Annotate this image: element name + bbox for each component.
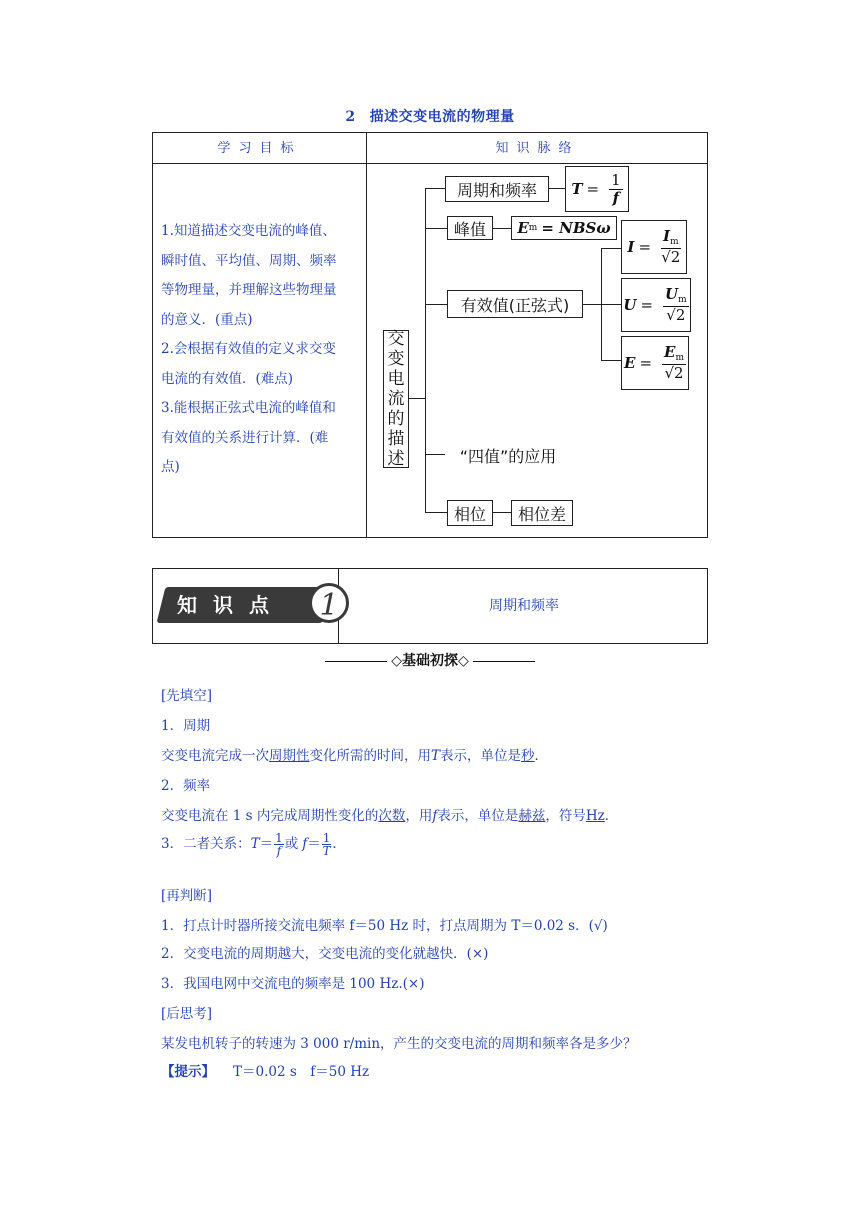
formula-fraction — [663, 287, 689, 323]
text: ． — [604, 808, 619, 824]
relation-line — [161, 832, 346, 857]
current-formula-box — [621, 220, 687, 274]
hint-label: 【提示】 — [161, 1064, 215, 1080]
formula-sub: m — [678, 295, 687, 305]
connector — [601, 304, 623, 305]
phase-diff-box: 相位差 — [511, 500, 573, 526]
answer-blank: 次数 — [378, 808, 406, 824]
connector — [425, 188, 426, 512]
goals-table — [152, 132, 708, 538]
text: ． — [534, 748, 549, 764]
goal-line: 电流的有效值．(难点) — [161, 370, 294, 387]
map-root-box — [383, 330, 409, 468]
period-formula-box — [565, 166, 629, 212]
fraction-num-var: E — [664, 343, 676, 361]
section-title: ◇基础初探◇ — [391, 653, 469, 669]
root-char: 变 — [387, 349, 405, 369]
formula-fraction — [609, 170, 623, 207]
period-definition — [161, 744, 548, 764]
hint-line — [161, 1060, 369, 1080]
goal-line: 点) — [161, 459, 180, 475]
fraction-den: √2 — [666, 306, 686, 324]
formula-sub: m — [675, 353, 684, 363]
formula-lhs: T — [571, 180, 583, 198]
knowledge-point-topic: 周期和频率 — [489, 598, 559, 614]
four-values-label: “四值”的应用 — [445, 442, 571, 468]
goal-line: 2.会根据有效值的定义求交变 — [161, 341, 336, 357]
fraction-den: f — [612, 188, 620, 207]
badge-label: 知识点 — [177, 593, 285, 617]
root-char: 述 — [387, 449, 405, 469]
badge-number: 1 — [309, 583, 349, 623]
text: 交变电流在 1 s 内完成周期性变化的 — [161, 808, 379, 824]
formula-lhs: E — [517, 219, 529, 237]
text: ＝ — [259, 836, 274, 852]
answer-blank: 秒 — [521, 748, 535, 764]
text: 变化所需的时间，用 — [309, 748, 431, 764]
think-question: 某发电机转子的转速为 3 000 r/min，产生的交变电流的周期和频率各是多少？ — [161, 1036, 637, 1052]
goals-list — [161, 217, 361, 483]
peak-box: 峰值 — [447, 216, 493, 240]
fraction-den: √2 — [664, 364, 684, 382]
text: 或 — [284, 836, 299, 852]
map-header: 知识脉络 — [495, 141, 580, 156]
text: 交变电流完成一次 — [161, 748, 269, 764]
root-char: 的 — [387, 409, 405, 429]
connector — [409, 398, 425, 399]
fraction-den: T — [322, 844, 331, 858]
fraction — [322, 832, 332, 857]
emf-formula-box — [621, 336, 689, 390]
fraction-num-var: I — [663, 227, 671, 245]
text: ，用 — [405, 808, 433, 824]
period-box: 周期和频率 — [445, 176, 549, 202]
fraction-den: √2 — [661, 248, 681, 266]
period-heading: 1．周期 — [161, 718, 211, 734]
formula-lhs: U — [623, 296, 637, 314]
goal-line: 有效值的关系进行计算．(难 — [161, 429, 329, 446]
fraction-num — [661, 229, 681, 249]
goal-line: 3.能根据正弦式电流的峰值和 — [161, 400, 336, 416]
frequency-heading: 2．频率 — [161, 778, 211, 794]
phase-box: 相位 — [447, 500, 493, 526]
knowledge-point-header — [152, 568, 708, 644]
root-char: 流 — [387, 389, 405, 409]
root-char: 交 — [387, 329, 405, 349]
fraction-num: 1 — [322, 831, 331, 845]
formula-eq: = — [639, 354, 653, 372]
goal-line: 1.知道描述交变电流的峰值、 — [161, 223, 336, 239]
answer-blank: Hz — [585, 808, 605, 824]
goal-line: 的意义．(重点) — [161, 311, 253, 328]
hint-text: T＝0.02 s f＝50 Hz — [233, 1064, 370, 1080]
fraction-den: f — [276, 844, 282, 858]
var: T — [431, 748, 441, 764]
section-header — [0, 650, 860, 670]
fill-blank-heading: [先填空] — [161, 688, 213, 704]
frequency-definition — [161, 804, 618, 824]
formula-eq: = — [586, 180, 600, 198]
judge-item: 3．我国电网中交流电的频率是 100 Hz.(×) — [161, 976, 425, 992]
formula-fraction — [661, 229, 681, 265]
text: 表示，单位是 — [437, 808, 519, 824]
root-char: 电 — [387, 369, 405, 389]
section-rule-left — [325, 661, 387, 662]
fraction-num — [662, 345, 686, 365]
fraction — [274, 832, 284, 857]
answer-blank: 周期性 — [269, 748, 310, 764]
title-number: 2 — [345, 109, 356, 125]
formula-rhs: = NBSω — [541, 219, 611, 237]
peak-formula-box — [511, 216, 617, 240]
voltage-formula-box — [621, 278, 691, 332]
formula-eq: = — [638, 238, 652, 256]
page-title — [0, 106, 860, 126]
fraction-num: 1 — [275, 831, 283, 845]
goal-line: 瞬时值、平均值、周期、频率 — [161, 252, 337, 269]
section-rule-right — [473, 661, 535, 662]
knowledge-map — [367, 164, 708, 538]
formula-sub: m — [528, 223, 538, 233]
text: 3．二者关系： — [161, 836, 251, 852]
judge-heading: [再判断] — [161, 888, 213, 904]
formula-sub: m — [670, 237, 679, 247]
knowledge-point-badge — [153, 569, 339, 644]
var: f — [302, 836, 308, 852]
text: ，符号 — [545, 808, 586, 824]
var: f — [432, 808, 438, 824]
formula-lhs: E — [624, 354, 636, 372]
root-char: 描 — [387, 429, 405, 449]
text: 表示，单位是 — [440, 748, 522, 764]
var: T — [250, 836, 260, 852]
goal-line: 等物理量，并理解这些物理量 — [161, 282, 337, 298]
think-heading: [后思考] — [161, 1006, 213, 1022]
fraction-num: 1 — [611, 170, 621, 189]
goals-header: 学习目标 — [217, 141, 302, 156]
connector — [601, 248, 623, 249]
text: ＝ — [307, 836, 321, 852]
judge-item: 1．打点计时器所接交流电频率 f＝50 Hz 时，打点周期为 T＝0.02 s．(√) — [161, 918, 608, 934]
answer-blank: 赫兹 — [518, 808, 546, 824]
formula-lhs: I — [627, 238, 635, 256]
connector — [425, 454, 445, 455]
title-text: 描述交变电流的物理量 — [369, 109, 515, 125]
formula-fraction — [662, 345, 686, 381]
judge-item: 2．交变电流的周期越大，交变电流的变化就越快．(×) — [161, 946, 489, 962]
text: ． — [332, 836, 346, 852]
formula-eq: = — [640, 296, 654, 314]
fraction-num-var: U — [665, 285, 679, 303]
connector — [601, 360, 623, 361]
effective-box: 有效值(正弦式) — [447, 290, 583, 318]
fraction-num — [663, 287, 689, 307]
